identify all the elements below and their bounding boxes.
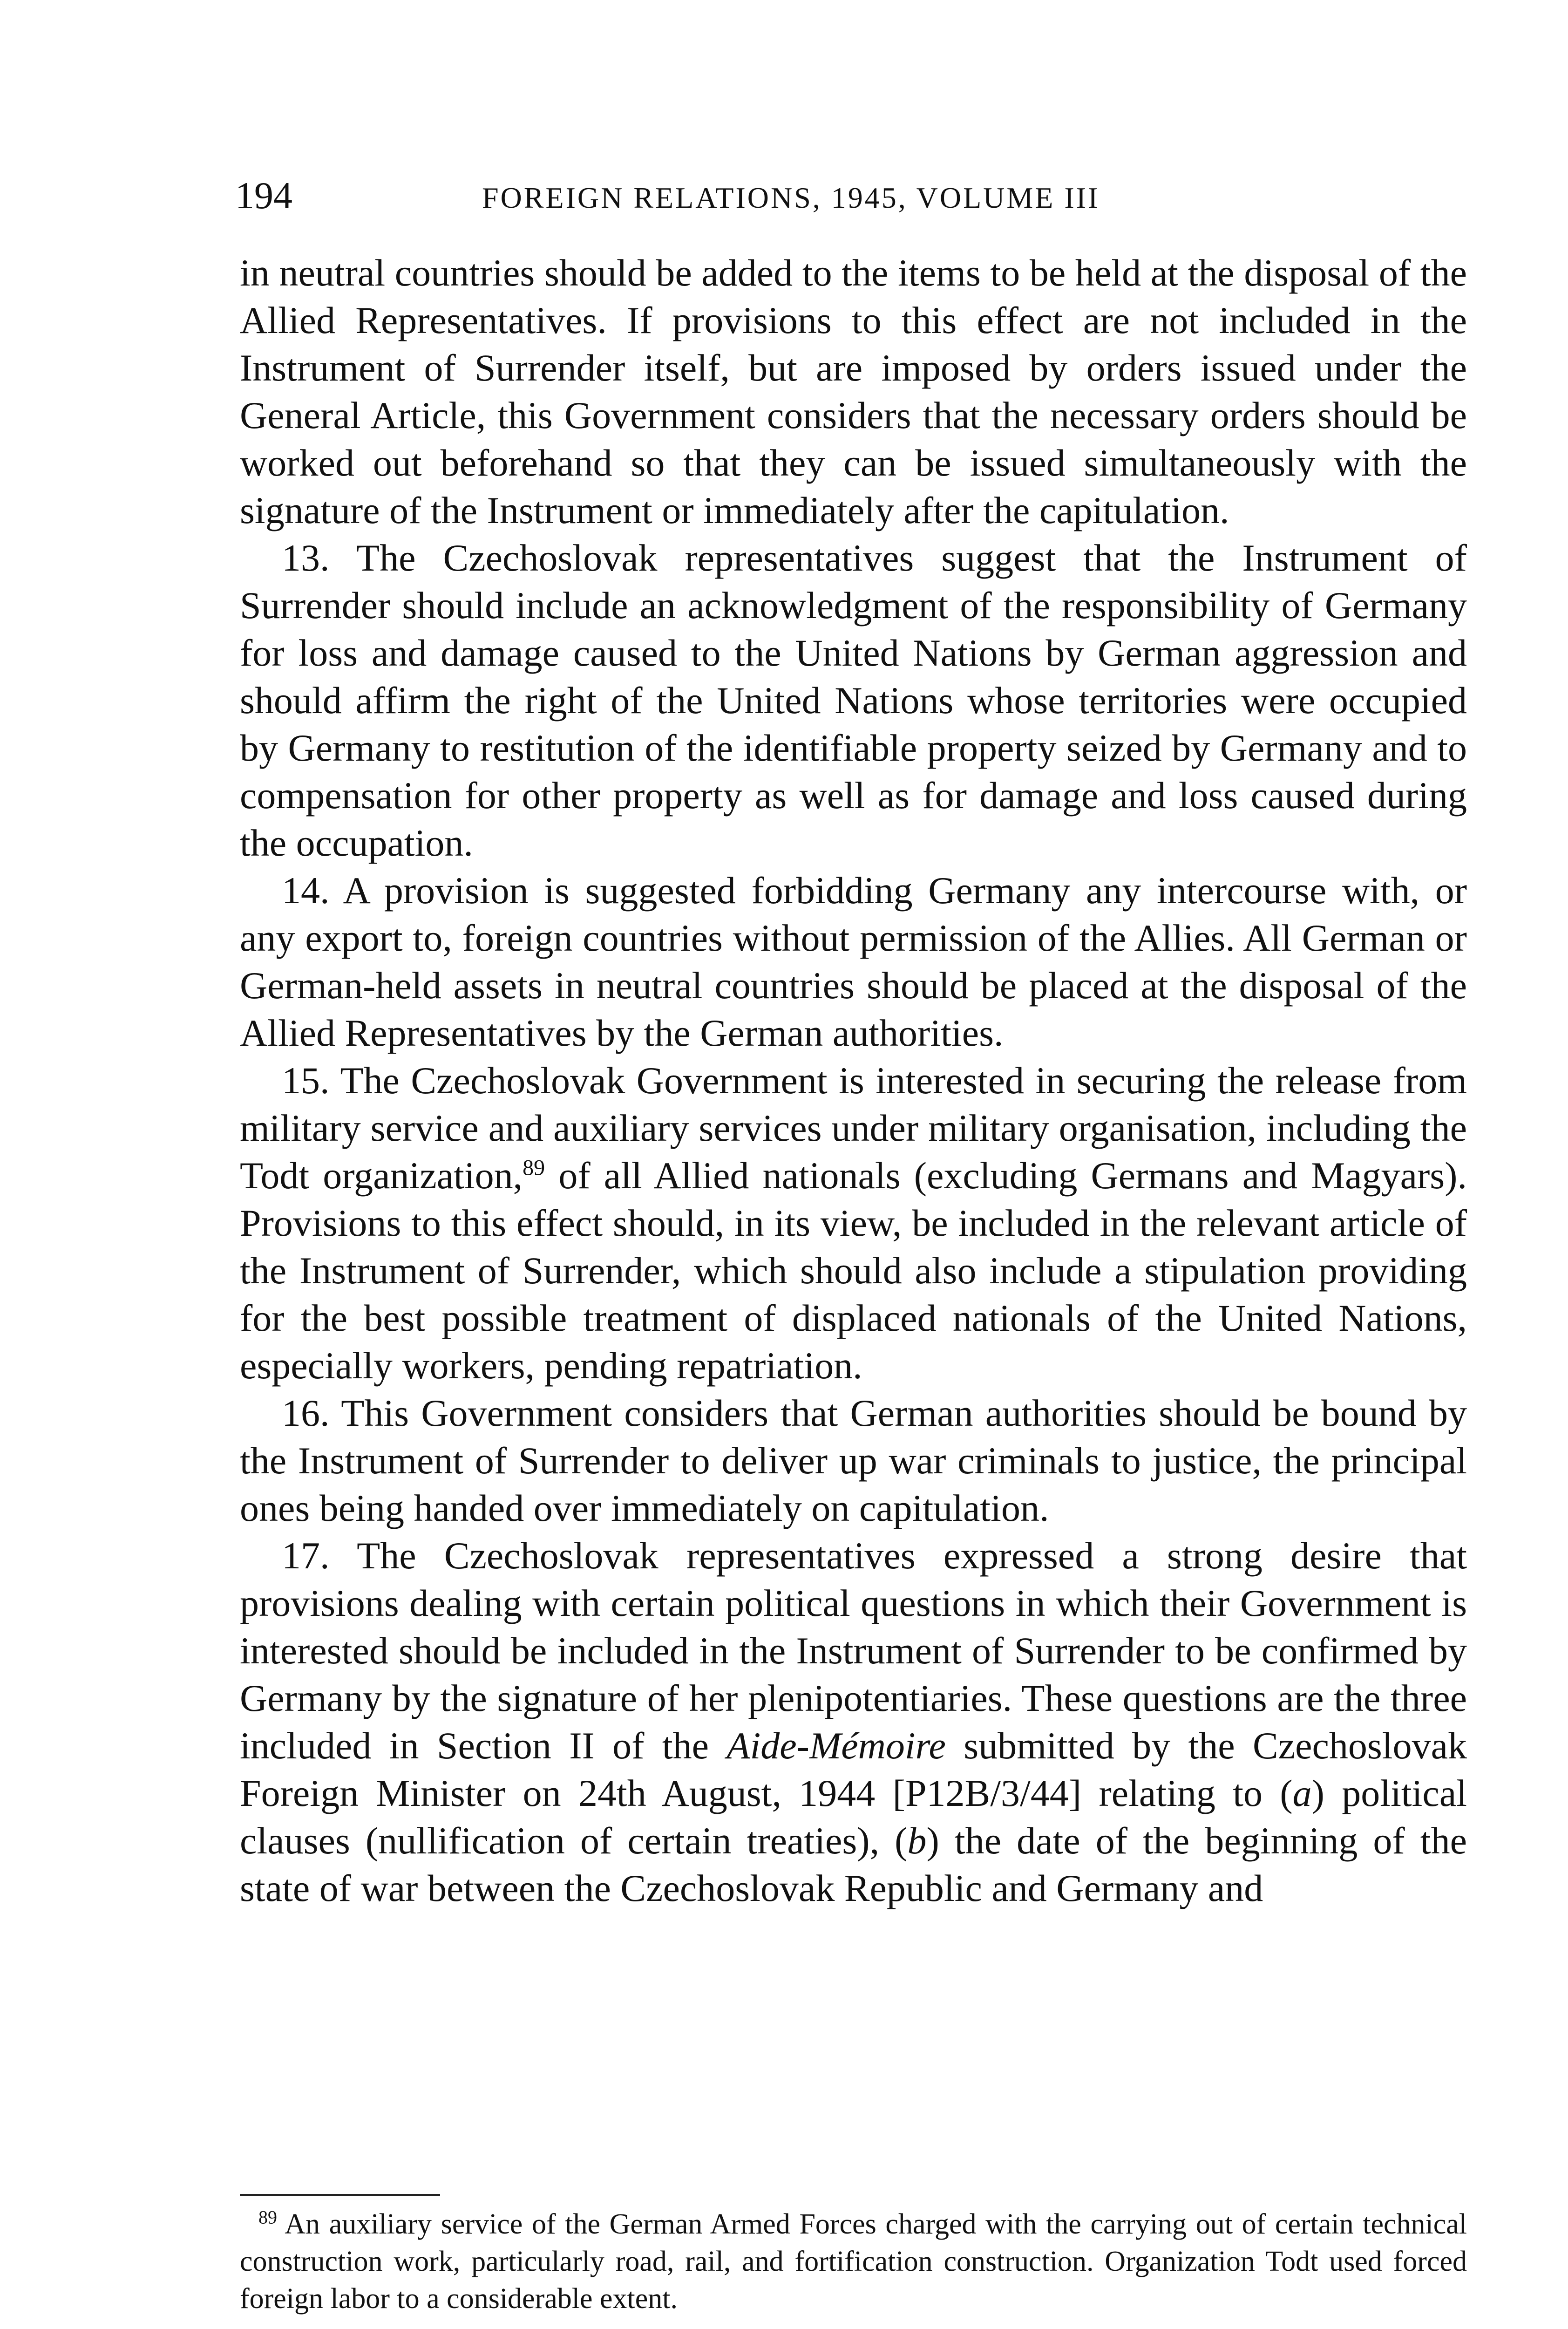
footnote-divider bbox=[240, 2194, 440, 2196]
footnote-marker: 89 bbox=[258, 2206, 277, 2228]
paragraph-17-part-4: ) the date of the beginning of the state of war between the Czechoslovak Republic and Germany and bbox=[240, 1819, 1467, 1909]
footnote-reference: 89 bbox=[523, 1155, 545, 1180]
paragraph-15-part-2: of all Allied nationals (excluding Germans and Magyars). Provisions to this effect should, in its view, be included in the relevant article of the Instrument of Surrender, which should also include a stipulation providing for the best possible treatment of displaced nationals of the United Nations, especially workers, pending repatriation. bbox=[240, 1154, 1467, 1387]
body-text bbox=[240, 249, 1467, 1912]
footnote-text: An auxiliary service of the German Armed Forces charged with the carrying out of certain technical construction work, particularly road, rail, and fortification construction. Organization Todt used forced foreign labor to a considerable extent. bbox=[240, 2208, 1467, 2315]
running-head: FOREIGN RELATIONS, 1945, VOLUME III bbox=[482, 181, 1100, 214]
paragraph-17 bbox=[240, 1532, 1467, 1912]
page-header bbox=[235, 172, 1465, 224]
paragraph-17-part-1: 17. The Czechoslovak representatives expressed a strong desire that provisions dealing with certain political questions in which their Government is interested should be included in the Instrument of Surrender to be confirmed by Germany by the signature of her plenipotentiaries. These questions are the three included in Section II of the bbox=[240, 1534, 1467, 1767]
paragraph-15 bbox=[240, 1057, 1467, 1389]
item-letter-a: a bbox=[1292, 1772, 1312, 1814]
item-letter-b: b bbox=[907, 1819, 927, 1862]
paragraph-14: 14. A provision is suggested forbidding Germany any intercourse with, or any export to, foreign countries without permission of the Allies. All German or German-held assets in neutral countries should be placed at the disposal of the Allied Representatives by the German authorities. bbox=[240, 869, 1467, 1054]
footnote-89 bbox=[240, 2206, 1467, 2317]
paragraph-16: 16. This Government considers that German authorities should be bound by the Instrument of Surrender to deliver up war criminals to justice, the principal ones being handed over immediately on capitulation. bbox=[240, 1392, 1467, 1529]
paragraph-17-part-2: submitted by the Czechoslovak Foreign Minister on 24th August, 1944 [P12B/3/44] relating to ( bbox=[240, 1724, 1467, 1814]
paragraph-13: 13. The Czechoslovak representatives suggest that the Instrument of Surrender should include an acknowledgment of the responsibility of Germany for loss and damage caused to the United Nations by German aggression and should affirm the right of the United Nations whose territories were occupied by Germany to restitution of the identifiable property seized by Germany and to compensation for other property as well as for damage and loss caused during the occupation. bbox=[240, 537, 1467, 864]
paragraph-17-part-3: ) political clauses (nullification of certain treaties), ( bbox=[240, 1772, 1467, 1862]
paragraph-continued: in neutral countries should be added to the items to be held at the disposal of the Allied Representatives. If provisions to this effect are not included in the Instrument of Surrender itself, but are imposed by orders issued under the General Article, this Government considers that the necessary orders should be worked out beforehand so that they can be issued simultaneously with the signature of the Instrument or immediately after the capitulation. bbox=[240, 252, 1467, 531]
aide-memoire-title: Aide-Mémoire bbox=[726, 1724, 946, 1767]
page-number: 194 bbox=[235, 174, 292, 217]
footnotes bbox=[240, 2206, 1467, 2317]
paragraph-15-part-1: 15. The Czechoslovak Government is interested in securing the release from military service and auxiliary services under military organisation, including the Todt organization, bbox=[240, 1059, 1467, 1197]
